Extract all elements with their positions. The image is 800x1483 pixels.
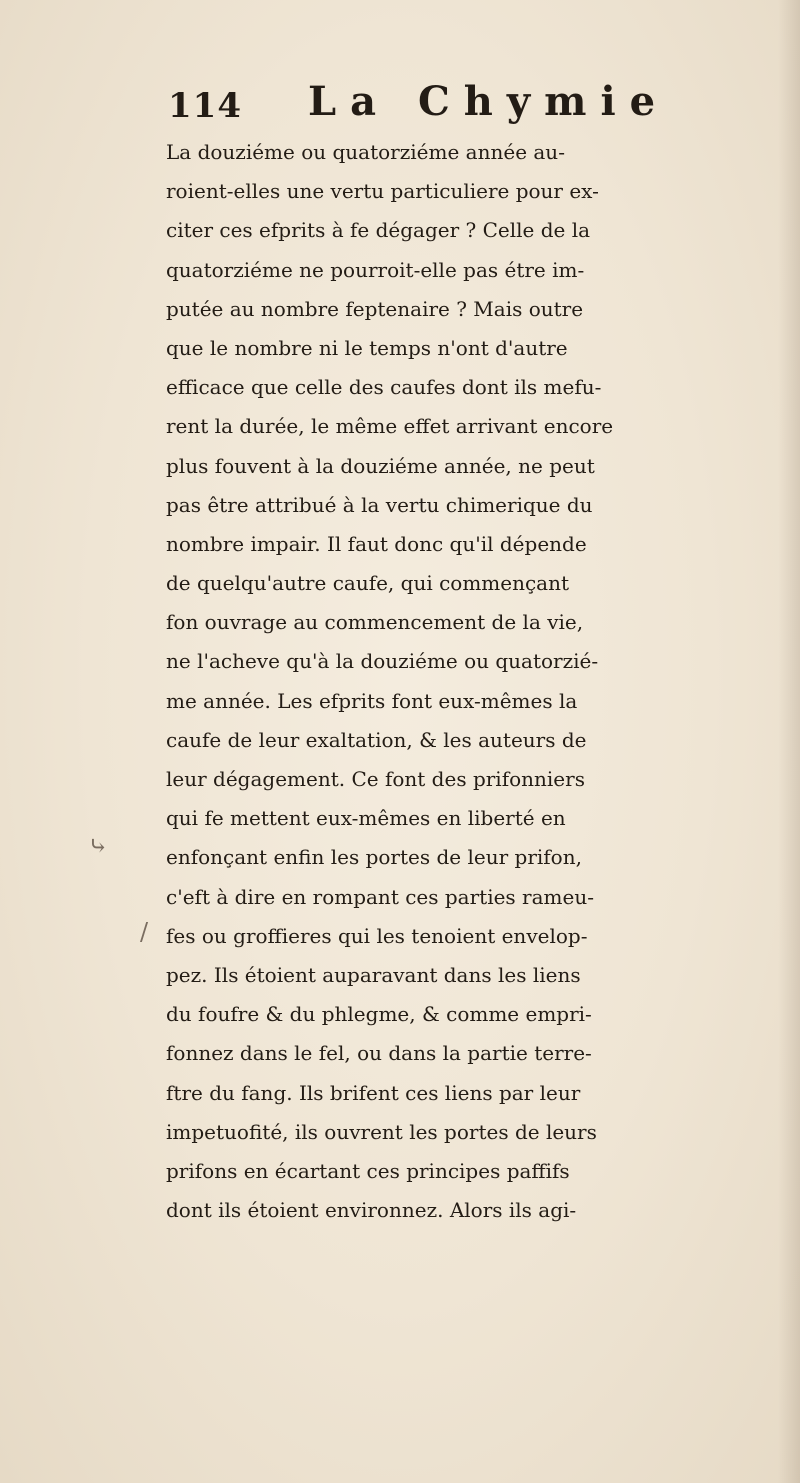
margin-arrow-icon: ⤷ [88,832,109,860]
text-line: enfonçant enfin les portes de leur prifon, [166,845,582,870]
body-text [166,133,796,1230]
text-line: pas être attribué à la vertu chimerique du [166,492,593,517]
page-number: 114 [168,86,242,126]
text-line: que le nombre ni le temps n'ont d'autre [166,335,568,360]
text-line: citer ces efprits à fe dégager ? Celle de la [166,218,591,243]
text-line: caufe de leur exaltation, & les auteurs de [166,727,587,752]
text-line: c'eft à dire en rompant ces parties rameu- [166,884,594,909]
text-line: pez. Ils étoient auparavant dans les liens [166,962,581,987]
text-line: dont ils étoient environnez. Alors ils agi- [166,1198,577,1223]
margin-stroke-icon: / [140,918,149,946]
text-line: prifons en écartant ces principes paffifs [166,1158,570,1183]
text-line: du foufre & du phlegme, & comme empri- [166,1002,592,1027]
text-line: La douziéme ou quatorziéme année au- [166,140,565,164]
text-line: plus fouvent à la douziéme année, ne peut [166,453,595,478]
text-line: nombre impair. Il faut donc qu'il dépende [166,531,587,556]
text-line: leur dégagement. Ce font des prifonniers [166,767,585,791]
text-line: de quelqu'autre caufe, qui commençant [166,571,570,596]
page-header [168,78,688,128]
text-line: roient-elles une vertu particuliere pour ex- [166,179,599,204]
text-line: ne l'acheve qu'à la douziéme ou quatorzié- [166,649,599,674]
text-line: fonnez dans le fel, ou dans la partie terre- [166,1041,592,1066]
text-line: qui fe mettent eux-mêmes en liberté en [166,806,566,831]
text-line: quatorziéme ne pourroit-elle pas étre im- [166,257,585,282]
text-line: efficace que celle des caufes dont ils mefu- [166,375,602,400]
text-line: ftre du fang. Ils brifent ces liens par leur [166,1080,581,1105]
text-line: fes ou groffieres qui les tenoient envelop- [166,923,588,948]
running-title: La Chymie [308,78,670,125]
text-line: me année. Les efprits font eux-mêmes la [166,688,578,713]
text-line: rent la durée, le même effet arrivant encore [166,414,614,439]
text-line: impetuofité, ils ouvrent les portes de leurs [166,1119,597,1144]
text-line: fon ouvrage au commencement de la vie, [166,610,584,635]
text-line: putée au nombre feptenaire ? Mais outre [166,296,584,321]
